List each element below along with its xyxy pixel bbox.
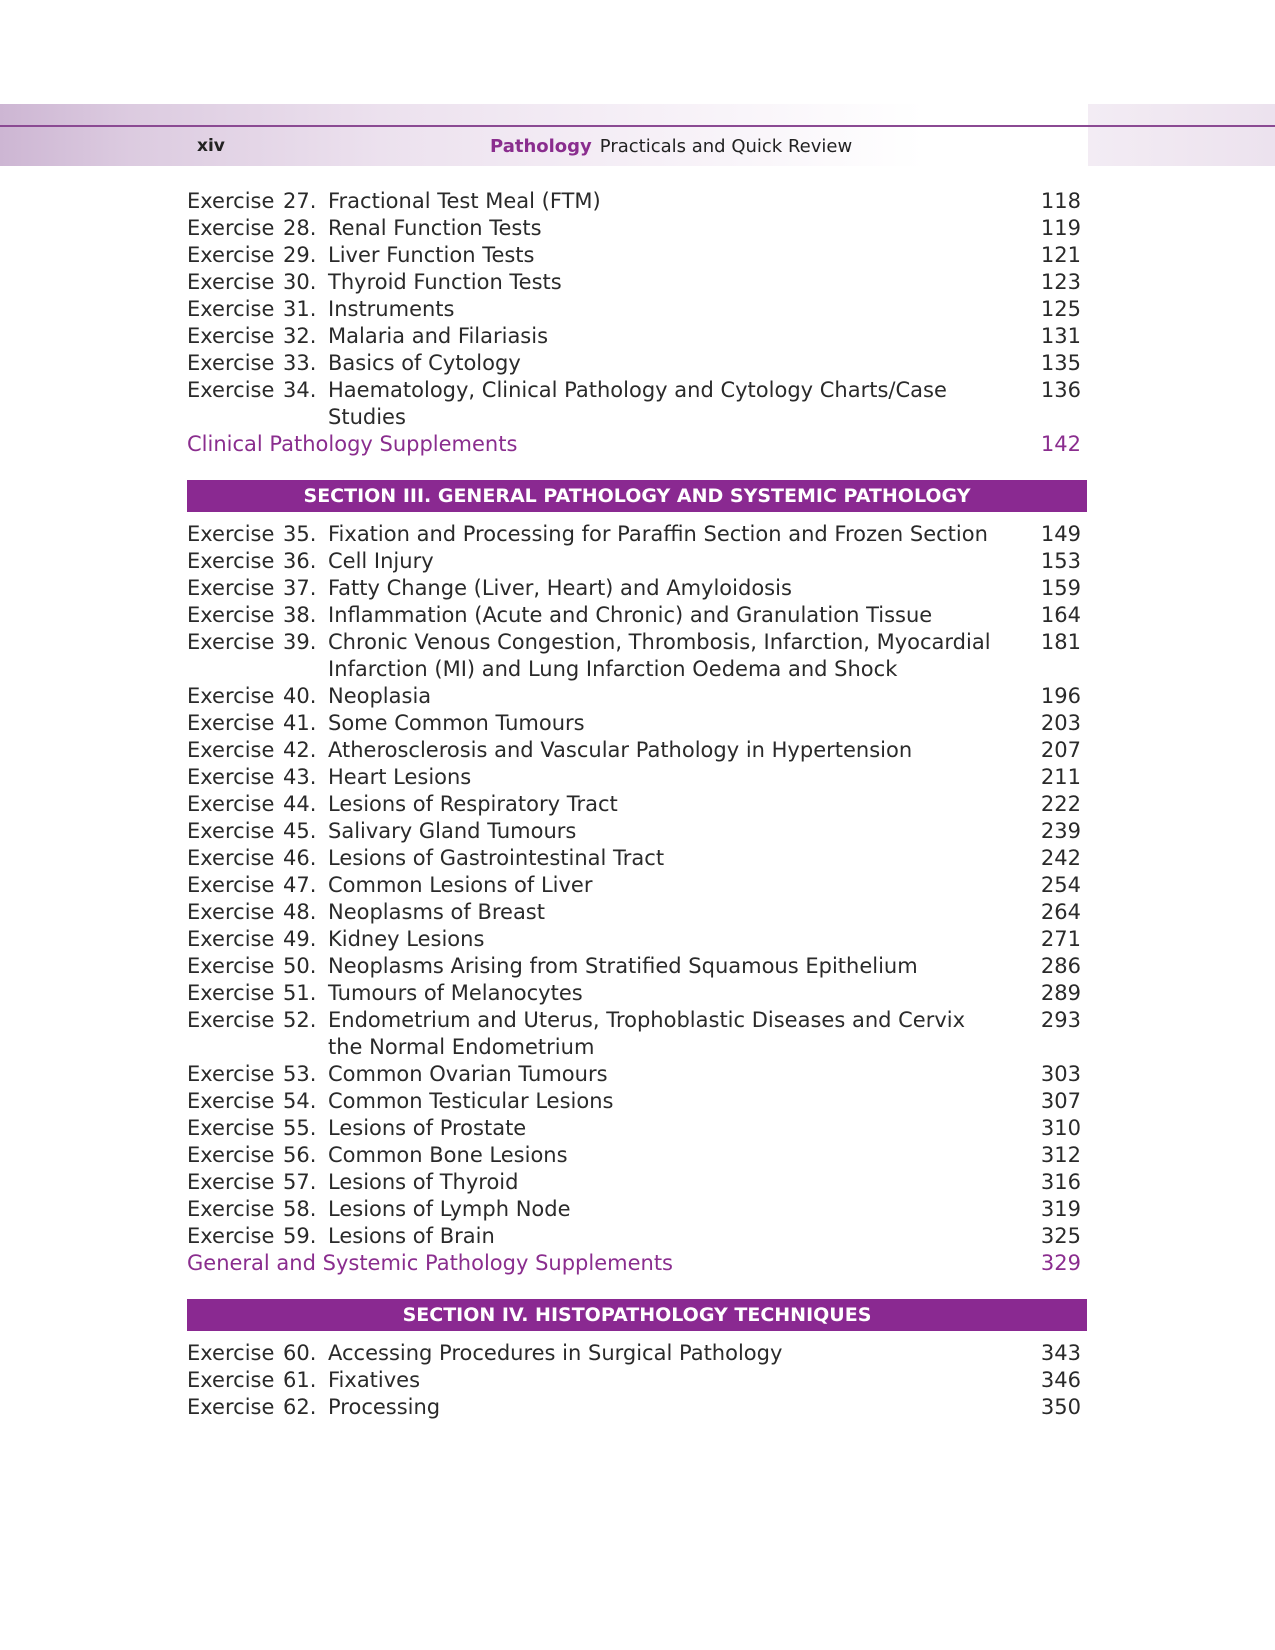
entry-label: Exercise (187, 1116, 275, 1140)
entry-page: 153 (1040, 549, 1081, 573)
entry-label: Exercise (187, 1008, 275, 1032)
entry-number: 38. (283, 603, 317, 627)
entry-number: 56. (283, 1143, 317, 1167)
supplement-entry[interactable] (187, 1250, 1087, 1277)
entry-label: Exercise (187, 549, 275, 573)
entry-label: Exercise (187, 270, 275, 294)
toc-entry[interactable] (187, 350, 1087, 377)
entry-title: Thyroid Function Tests (328, 270, 562, 294)
toc-entry[interactable] (187, 872, 1087, 899)
entry-number: 42. (283, 738, 317, 762)
entry-label: Exercise (187, 1197, 275, 1221)
entry-page: 159 (1040, 576, 1081, 600)
entry-title: Kidney Lesions (328, 927, 485, 951)
entry-number: 51. (283, 981, 317, 1005)
entry-label: Exercise (187, 576, 275, 600)
entry-page: 119 (1040, 216, 1081, 240)
running-head (490, 136, 852, 157)
entry-title: Lesions of Prostate (328, 1116, 527, 1140)
entry-page: 136 (1040, 378, 1081, 402)
entry-page: 118 (1040, 189, 1081, 213)
entry-number: 54. (283, 1089, 317, 1113)
entry-page: 149 (1040, 522, 1081, 546)
entry-title: Fatty Change (Liver, Heart) and Amyloidosis (328, 576, 792, 600)
entry-number: 43. (283, 765, 317, 789)
entry-title: Salivary Gland Tumours (328, 819, 577, 843)
entry-label: Exercise (187, 765, 275, 789)
toc-entry[interactable] (187, 683, 1087, 710)
entry-label: Exercise (187, 522, 275, 546)
entry-title: Lesions of Gastrointestinal Tract (328, 846, 665, 870)
entry-label: Exercise (187, 1089, 275, 1113)
entry-number: 59. (283, 1224, 317, 1248)
entry-title: Atherosclerosis and Vascular Pathology in Hypertension (328, 738, 913, 762)
entry-title: Liver Function Tests (328, 243, 535, 267)
entry-label: Exercise (187, 900, 275, 924)
entry-label: Exercise (187, 351, 275, 375)
entry-number: 41. (283, 711, 317, 735)
entry-page: 316 (1040, 1170, 1081, 1194)
entry-label: Exercise (187, 954, 275, 978)
entry-number: 27. (283, 189, 317, 213)
entry-page: 254 (1040, 873, 1081, 897)
entry-title: Lesions of Brain (328, 1224, 495, 1248)
toc-entry[interactable] (187, 1394, 1087, 1421)
entry-number: 53. (283, 1062, 317, 1086)
supplement-entry[interactable] (187, 431, 1087, 458)
toc-entry[interactable] (187, 602, 1087, 629)
entry-title: Heart Lesions (328, 765, 472, 789)
entry-page: 211 (1040, 765, 1081, 789)
toc-entry[interactable] (187, 1169, 1087, 1196)
toc-entry[interactable] (187, 899, 1087, 926)
toc-entry[interactable] (187, 323, 1087, 350)
toc-entry[interactable] (187, 269, 1087, 296)
entry-title: Processing (328, 1395, 441, 1419)
entry-title: Neoplasms Arising from Stratified Squamous Epithelium (328, 954, 918, 978)
toc-entry[interactable] (187, 710, 1087, 737)
entry-page: 325 (1040, 1224, 1081, 1248)
entry-title: Fractional Test Meal (FTM) (328, 189, 601, 213)
entry-page: 271 (1040, 927, 1081, 951)
entry-page: 343 (1040, 1341, 1081, 1365)
entry-page: 164 (1040, 603, 1081, 627)
entry-label: Exercise (187, 243, 275, 267)
entry-title: Lesions of Lymph Node (328, 1197, 571, 1221)
entry-title: Tumours of Melanocytes (328, 981, 583, 1005)
entry-number: 28. (283, 216, 317, 240)
supplement-page: 142 (1040, 432, 1081, 456)
entry-label: Exercise (187, 684, 275, 708)
entry-number: 60. (283, 1341, 317, 1365)
toc-entry[interactable] (187, 1340, 1087, 1367)
entry-label: Exercise (187, 711, 275, 735)
toc-entry[interactable] (187, 845, 1087, 872)
toc-entry[interactable] (187, 926, 1087, 953)
entry-page: 222 (1040, 792, 1081, 816)
toc-block (187, 1277, 1087, 1421)
toc-entry[interactable] (187, 629, 1087, 683)
toc-entry[interactable] (187, 1196, 1087, 1223)
entry-label: Exercise (187, 1170, 275, 1194)
entry-page: 196 (1040, 684, 1081, 708)
entry-number: 36. (283, 549, 317, 573)
entry-page: 312 (1040, 1143, 1081, 1167)
toc-entry[interactable] (187, 521, 1087, 548)
entry-label: Exercise (187, 927, 275, 951)
toc-block (187, 188, 1087, 458)
entry-label: Exercise (187, 873, 275, 897)
entry-title: Some Common Tumours (328, 711, 585, 735)
section-spacer (187, 458, 1087, 480)
toc-entry[interactable] (187, 980, 1087, 1007)
entry-page: 307 (1040, 1089, 1081, 1113)
toc-entry[interactable] (187, 1367, 1087, 1394)
entry-number: 49. (283, 927, 317, 951)
entry-title: Neoplasia (328, 684, 432, 708)
entry-page: 121 (1040, 243, 1081, 267)
entry-page: 135 (1040, 351, 1081, 375)
header-rule (0, 125, 1275, 127)
entry-page: 123 (1040, 270, 1081, 294)
entry-number: 37. (283, 576, 317, 600)
toc-entry[interactable] (187, 575, 1087, 602)
entry-title: Common Bone Lesions (328, 1143, 568, 1167)
entry-number: 57. (283, 1170, 317, 1194)
entry-label: Exercise (187, 216, 275, 240)
entry-number: 62. (283, 1395, 317, 1419)
section-heading: SECTION IV. HISTOPATHOLOGY TECHNIQUES (187, 1299, 1087, 1331)
entry-label: Exercise (187, 189, 275, 213)
entry-label: Exercise (187, 603, 275, 627)
entry-number: 48. (283, 900, 317, 924)
entry-number: 29. (283, 243, 317, 267)
toc-entry[interactable] (187, 242, 1087, 269)
entry-title: Haematology, Clinical Pathology and Cytology Charts/Case Studies (328, 378, 947, 429)
toc-entry[interactable] (187, 1007, 1087, 1061)
entry-title: Fixation and Processing for Paraffin Section and Frozen Section (328, 522, 988, 546)
toc-entry[interactable] (187, 377, 1087, 431)
entry-page: 131 (1040, 324, 1081, 348)
entry-label: Exercise (187, 819, 275, 843)
entry-page: 286 (1040, 954, 1081, 978)
entry-title: Endometrium and Uterus, Trophoblastic Diseases and Cervix the Normal Endometrium (328, 1008, 966, 1059)
running-head-brand: Pathology (490, 136, 592, 157)
entry-number: 50. (283, 954, 317, 978)
entry-page: 181 (1040, 630, 1081, 654)
supplement-title: Clinical Pathology Supplements (187, 432, 518, 456)
section-spacer (187, 1277, 1087, 1299)
entry-label: Exercise (187, 1395, 275, 1419)
supplement-title: General and Systemic Pathology Supplements (187, 1251, 673, 1275)
entry-page: 242 (1040, 846, 1081, 870)
entry-title: Basics of Cytology (328, 351, 521, 375)
entry-title: Cell Injury (328, 549, 434, 573)
entry-number: 46. (283, 846, 317, 870)
header-band-tab (1088, 104, 1275, 166)
toc-block (187, 458, 1087, 1277)
entry-title: Common Ovarian Tumours (328, 1062, 608, 1086)
entry-number: 31. (283, 297, 317, 321)
entry-number: 52. (283, 1008, 317, 1032)
entry-title: Malaria and Filariasis (328, 324, 549, 348)
entry-title: Common Lesions of Liver (328, 873, 593, 897)
toc-entry[interactable] (187, 215, 1087, 242)
toc-entry[interactable] (187, 953, 1087, 980)
entry-label: Exercise (187, 630, 275, 654)
entry-page: 293 (1040, 1008, 1081, 1032)
entry-label: Exercise (187, 324, 275, 348)
entry-page: 346 (1040, 1368, 1081, 1392)
entry-page: 264 (1040, 900, 1081, 924)
entry-number: 33. (283, 351, 317, 375)
entry-label: Exercise (187, 738, 275, 762)
entry-number: 32. (283, 324, 317, 348)
supplement-page: 329 (1040, 1251, 1081, 1275)
toc-entry[interactable] (187, 737, 1087, 764)
entry-title: Common Testicular Lesions (328, 1089, 614, 1113)
entry-label: Exercise (187, 1062, 275, 1086)
toc-entry[interactable] (187, 1142, 1087, 1169)
entry-label: Exercise (187, 378, 275, 402)
section-heading: SECTION III. GENERAL PATHOLOGY AND SYSTEMIC PATHOLOGY (187, 480, 1087, 512)
entry-number: 58. (283, 1197, 317, 1221)
entry-page: 125 (1040, 297, 1081, 321)
entry-title: Inflammation (Acute and Chronic) and Granulation Tissue (328, 603, 933, 627)
toc-entry[interactable] (187, 1088, 1087, 1115)
entry-title: Instruments (328, 297, 455, 321)
entry-title: Lesions of Thyroid (328, 1170, 519, 1194)
entry-label: Exercise (187, 1368, 275, 1392)
toc-entry[interactable] (187, 1223, 1087, 1250)
entry-page: 319 (1040, 1197, 1081, 1221)
entry-label: Exercise (187, 1143, 275, 1167)
section-spacer (187, 1331, 1087, 1340)
entry-title: Neoplasms of Breast (328, 900, 545, 924)
toc-entry[interactable] (187, 188, 1087, 215)
toc-entry[interactable] (187, 548, 1087, 575)
entry-title: Lesions of Respiratory Tract (328, 792, 618, 816)
running-head-subtitle: Practicals and Quick Review (599, 136, 853, 157)
entry-page: 289 (1040, 981, 1081, 1005)
entry-number: 39. (283, 630, 317, 654)
entry-label: Exercise (187, 981, 275, 1005)
entry-title: Fixatives (328, 1368, 421, 1392)
entry-number: 35. (283, 522, 317, 546)
entry-page: 207 (1040, 738, 1081, 762)
entry-label: Exercise (187, 1341, 275, 1365)
entry-page: 310 (1040, 1116, 1081, 1140)
section-spacer (187, 512, 1087, 521)
entry-page: 303 (1040, 1062, 1081, 1086)
table-of-contents (187, 188, 1087, 1421)
entry-number: 47. (283, 873, 317, 897)
entry-number: 40. (283, 684, 317, 708)
toc-entry[interactable] (187, 1061, 1087, 1088)
entry-label: Exercise (187, 792, 275, 816)
entry-number: 45. (283, 819, 317, 843)
toc-entry[interactable] (187, 296, 1087, 323)
entry-label: Exercise (187, 846, 275, 870)
toc-entry[interactable] (187, 791, 1087, 818)
entry-number: 34. (283, 378, 317, 402)
toc-entry[interactable] (187, 1115, 1087, 1142)
toc-entry[interactable] (187, 764, 1087, 791)
entry-number: 61. (283, 1368, 317, 1392)
entry-label: Exercise (187, 1224, 275, 1248)
entry-page: 350 (1040, 1395, 1081, 1419)
entry-title: Accessing Procedures in Surgical Pathology (328, 1341, 783, 1365)
toc-entry[interactable] (187, 818, 1087, 845)
entry-title: Chronic Venous Congestion, Thrombosis, Infarction, Myocardial Infarction (MI) and Lung Infarction Oedema and Shock (328, 630, 991, 681)
page-number: xiv (197, 136, 225, 156)
entry-number: 30. (283, 270, 317, 294)
entry-number: 55. (283, 1116, 317, 1140)
entry-number: 44. (283, 792, 317, 816)
entry-label: Exercise (187, 297, 275, 321)
entry-page: 239 (1040, 819, 1081, 843)
entry-page: 203 (1040, 711, 1081, 735)
entry-title: Renal Function Tests (328, 216, 542, 240)
